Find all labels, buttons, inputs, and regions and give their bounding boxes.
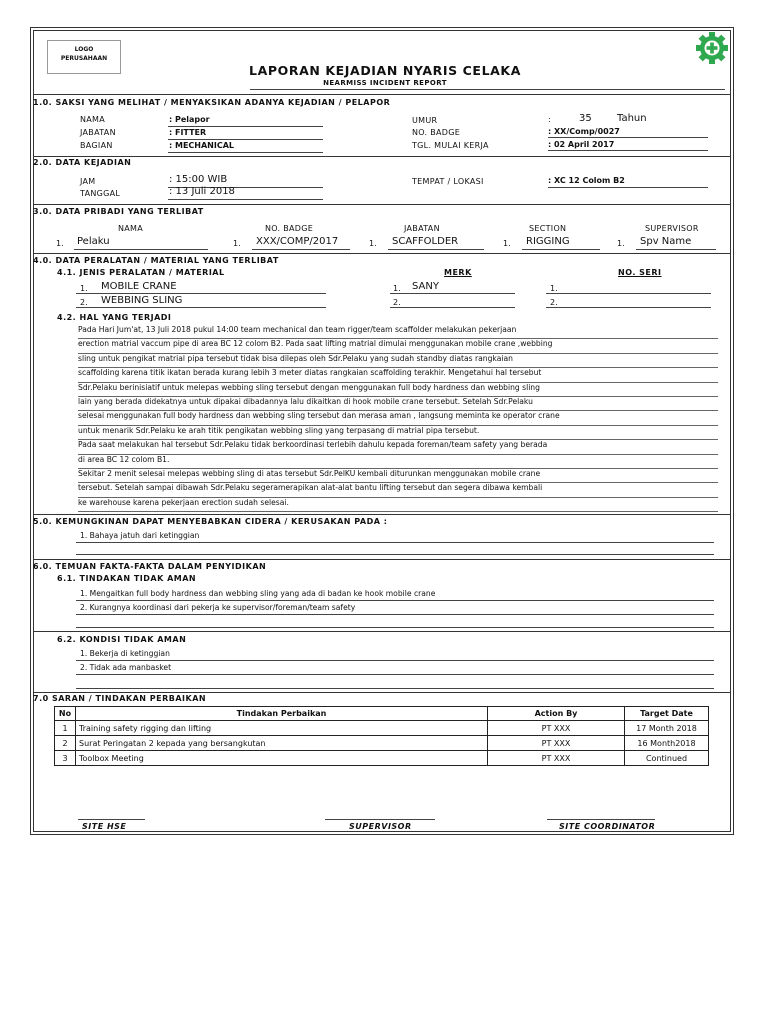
field-underline [636,249,716,250]
field-underline [548,150,708,151]
section7-heading: 7.0 SARAN / TINDAKAN PERBAIKAN [33,694,207,703]
col-target-date: Target Date [625,707,709,721]
item-num: 2. [80,298,88,307]
divider [33,631,731,632]
narrative-line: sling untuk pengikat matrial pipa tersebut tidak bisa dilepas oleh Sdr.Pelaku yang sudah standby diatas rangkaian [78,354,718,368]
narrative-line: Sdr.Pelaku berinisiatif untuk melepas webbing sling tersebut dengan menggunakan full body hardness dan webbing sling [78,383,718,397]
injury-item-1: 1. Bahaya jatuh dari ketinggian [80,531,200,540]
tanggal-value: : 13 Juli 2018 [169,186,235,197]
pelaku-badge: XXX/COMP/2017 [256,236,339,247]
unsafe-condition-1: 1. Bekerja di ketinggian [80,649,170,658]
narrative-line: tersebut. Setelah sampai dibawah Sdr.Pelaku segeramerapikan alat-alat bantu lifting tersebut dan segera dibawa kembali [78,483,718,497]
table-row [55,736,709,751]
item-num: 2. [393,298,401,307]
section6-1-heading: 6.1. TINDAKAN TIDAK AMAN [57,574,197,583]
logo-box [47,40,121,74]
badge-label: NO. BADGE [412,128,461,137]
field-underline [546,293,711,294]
unsafe-act-2: 2. Kurangnya koordinasi dari pekerja ke supervisor/foreman/team safety [80,603,356,612]
narrative-line: Sekitar 2 menit selesai melepas webbing sling di atas tersebut Sdr.PelKU kembali diturunkan menggunakan mobile crane [78,469,718,483]
tempat-label: TEMPAT / LOKASI [412,177,484,186]
section6-heading: 6.0. TEMUAN FAKTA-FAKTA DALAM PENYIDIKAN [33,562,267,571]
unsafe-condition-2: 2. Tidak ada manbasket [80,663,172,672]
narrative-line: untuk menarik Sdr.Pelaku ke arah titik pengikatan webbing sling yang terpasang di matrial pipa tersebut. [78,426,718,440]
nama-label: NAMA [80,115,106,124]
bagian-value: : MECHANICAL [169,141,234,150]
equipment-2: WEBBING SLING [101,295,183,306]
item-num: 1. [393,284,401,293]
jabatan-label: JABATAN [80,128,116,137]
narrative-line: erection matrial vaccum pipe di area BC 12 colom B2. Pada saat lifting matrial dimulai menggunakan mobile crane ,webbing [78,339,718,353]
section4-1-heading: 4.1. JENIS PERALATAN / MATERIAL [57,268,225,277]
divider [33,94,731,95]
row-action: Training safety rigging dan lifting [76,721,488,736]
bagian-label: BAGIAN [80,141,113,150]
pelaku-supervisor: Spv Name [640,236,692,247]
row-action: Toolbox Meeting [76,751,488,766]
row-by: PT XXX [488,721,625,736]
table-row [55,721,709,736]
unsafe-act-1: 1. Mengaitkan full body hardness dan webbing sling yang ada di badan ke hook mobile crane [80,589,436,598]
signature-line [547,819,655,820]
logo-text-2: PERUSAHAAN [60,55,108,62]
row-date: 16 Month2018 [625,736,709,751]
row-num: 1. [369,239,377,248]
umur-unit: Tahun [617,113,647,124]
item-num: 1. [550,284,558,293]
merk-label: MERK [444,268,472,277]
col-action: Tindakan Perbaikan [76,707,488,721]
narrative-line: selesai menggunakan full body hardness dan webbing sling tersebut dan merasa aman , langsung meminta ke operator crane [78,411,718,425]
narrative-line: Pada Hari Jum'at, 13 Juli 2018 pukul 14:00 team mechanical dan team rigger/team scaffolder melakukan pekerjaan [78,325,718,339]
jam-value: : 15:00 WIB [169,174,228,185]
row-by: PT XXX [488,736,625,751]
title-underline [250,89,725,90]
narrative-line: Pada saat melakukan hal tersebut Sdr.Pelaku tidak berkoordinasi terlebih dahulu kepada foreman/team safety yang berada [78,440,718,454]
col-section: SECTION [529,224,567,233]
field-underline [76,627,714,628]
col-supervisor: SUPERVISOR [645,224,699,233]
section4-heading: 4.0. DATA PERALATAN / MATERIAL YANG TERLIBAT [33,256,279,265]
field-underline [76,614,714,615]
narrative-line: scaffolding karena titik ikatan berada kurang lebih 3 meter diatas rangkaian scaffolding terakhir. Mengetahui hal tersebut [78,368,718,382]
col-action-by: Action By [488,707,625,721]
umur-colon: : [548,115,551,124]
row-no: 1 [55,721,76,736]
col-no: No [55,707,76,721]
row-num: 1. [233,239,241,248]
tempat-value: : XC 12 Colom B2 [548,176,625,185]
field-underline [390,293,515,294]
jabatan-value: : FITTER [169,128,207,137]
field-underline [390,307,515,308]
equipment-1: MOBILE CRANE [101,281,177,292]
tanggal-label: TANGGAL [80,189,121,198]
divider [33,559,731,560]
pelaku-section: RIGGING [526,236,570,247]
logo-text-1: LOGO [74,46,94,53]
divider [33,692,731,693]
section3-heading: 3.0. DATA PRIBADI YANG TERLIBAT [33,207,204,216]
field-underline [76,542,714,543]
sig-supervisor: SUPERVISOR [349,822,412,831]
field-underline [74,249,208,250]
field-underline [168,152,323,153]
field-underline [546,307,711,308]
table-header-row [55,707,709,721]
row-num: 1. [503,239,511,248]
sig-site-coordinator: SITE COORDINATOR [559,822,656,831]
section5-heading: 5.0. KEMUNGKINAN DAPAT MENYEBABKAN CIDERA / KERUSAKAN PADA : [33,517,388,526]
section1-heading: 1.0. SAKSI YANG MELIHAT / MENYAKSIKAN ADANYA KEJADIAN / PELAPOR [33,98,391,107]
field-underline [252,249,350,250]
pelaku-jabatan: SCAFFOLDER [392,236,459,247]
field-underline [388,249,484,250]
gear-icon [693,29,731,67]
field-underline [76,554,714,555]
pelaku-nama: Pelaku [77,236,110,247]
field-underline [76,600,714,601]
field-underline [548,187,708,188]
jam-label: JAM [80,177,96,186]
section2-heading: 2.0. DATA KEJADIAN [33,158,132,167]
incident-narrative [78,325,718,512]
narrative-line: lain yang berada didekatnya untuk dipakai dibadannya lalu dikaitkan di hook mobile crane tersebut. Setelah Sdr.Pelaku [78,397,718,411]
page-subtitle: NEARMISS INCIDENT REPORT [323,79,447,87]
field-underline [76,674,714,675]
umur-label: UMUR [412,116,438,125]
row-by: PT XXX [488,751,625,766]
divider [33,156,731,157]
divider [33,253,731,254]
seri-label: NO. SERI [618,268,662,277]
corrective-action-table [54,706,709,766]
umur-value: 35 [579,113,592,124]
field-underline [168,126,323,127]
page-title: LAPORAN KEJADIAN NYARIS CELAKA [249,63,521,78]
nama-value: : Pelapor [169,115,210,124]
narrative-line: di area BC 12 colom B1. [78,455,718,469]
field-underline [168,199,323,200]
signature-line [78,819,145,820]
section6-2-heading: 6.2. KONDISI TIDAK AMAN [57,635,187,644]
tgl-value: : 02 April 2017 [548,140,615,149]
divider [33,514,731,515]
section4-2-heading: 4.2. HAL YANG TERJADI [57,313,172,322]
narrative-line: ke warehouse karena pekerjaan erection sudah selesai. [78,498,718,512]
row-num: 1. [56,239,64,248]
divider [33,204,731,205]
col-badge: NO. BADGE [265,224,314,233]
signature-line [325,819,435,820]
item-num: 2. [550,298,558,307]
merk-1: SANY [412,281,439,292]
tgl-label: TGL. MULAI KERJA [412,141,489,150]
badge-value: : XX/Comp/0027 [548,127,620,136]
field-underline [76,660,714,661]
field-underline [76,293,326,294]
row-no: 2 [55,736,76,751]
row-action: Surat Peringatan 2 kepada yang bersangkutan [76,736,488,751]
sig-site-hse: SITE HSE [82,822,127,831]
row-num: 1. [617,239,625,248]
row-no: 3 [55,751,76,766]
field-underline [76,688,714,689]
item-num: 1. [80,284,88,293]
field-underline [76,307,326,308]
table-row [55,751,709,766]
col-nama: NAMA [118,224,144,233]
field-underline [168,139,323,140]
col-jabatan: JABATAN [404,224,440,233]
field-underline [522,249,600,250]
row-date: 17 Month 2018 [625,721,709,736]
field-underline [548,137,708,138]
row-date: Continued [625,751,709,766]
